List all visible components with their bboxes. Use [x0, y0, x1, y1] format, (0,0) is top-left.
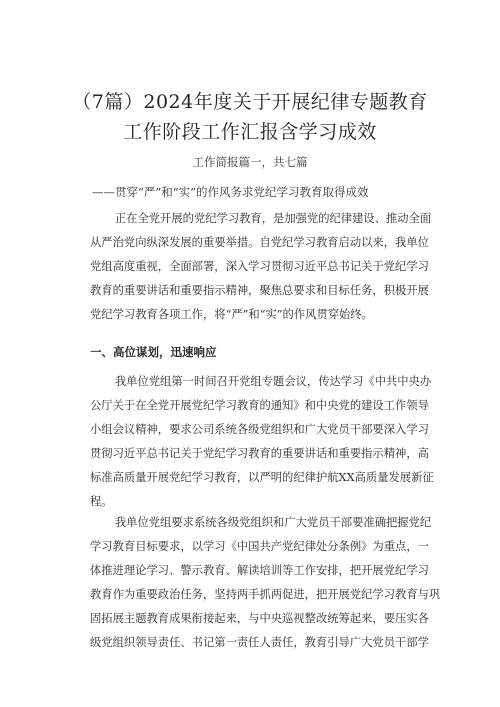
paragraph-line: 党纪学习教育各项工作，将“严”和“实”的作风贯穿始终。	[90, 308, 373, 321]
paragraph-line: 教育的重要讲话和重要指示精神，聚焦总要求和目标任务，积极开展	[90, 284, 429, 297]
paragraph-line: 级党组织领导责任、书记第一责任人责任，教育引导广大党员干部学	[90, 636, 429, 649]
paragraph-line: 党组高度重视，全面部署，深入学习贯彻习近平总书记关于党纪学习	[90, 260, 429, 273]
paragraph-line: 体推进理论学习、警示教育、解读培训等工作安排，把开展党纪学习	[90, 564, 429, 577]
paragraph-line: 小组会议精神，要求公司系统各级党组织和广大党员干部要深入学习	[90, 423, 429, 436]
paragraph-line: 正在全党开展的党纪学习教育，是加强党的纪律建设、推动全面	[114, 212, 432, 225]
report-subheading: ——贯穿“严”和“实”的作风务求党纪学习教育取得成效	[92, 185, 369, 199]
paragraph-line: 标准高质量开展党纪学习教育，以严明的纪律护航XX高质量发展新征	[90, 471, 434, 484]
paragraph-line: 教育作为重要政治任务，坚持两手抓两促进，把开展党纪学习教育与巩	[90, 588, 441, 601]
document-title-line-2: 工作阶段工作汇报含学习成效	[123, 121, 377, 143]
document-title-line-1: （7篇）2024年度关于开展纪律专题教育	[72, 91, 428, 113]
report-subtitle: 工作简报篇一，共七篇	[192, 155, 308, 169]
paragraph-line: 我单位党组第一时间召开党组专题会议，传达学习《中共中央办	[114, 375, 432, 388]
paragraph-line: 我单位党组要求系统各级党组织和广大党员干部要准确把握党纪	[114, 516, 432, 529]
paragraph-3	[90, 511, 441, 655]
paragraph-line: 程。	[90, 495, 113, 508]
paragraph-line: 公厅关于在全党开展党纪学习教育的通知》和中央党的建设工作领导	[90, 399, 429, 412]
paragraph-line: 固拓展主题教育成果衔接起来，与中央巡视整改统筹起来，要压实各	[90, 612, 429, 625]
paragraph-line: 贯彻习近平总书记关于党纪学习教育的重要讲话和重要指示精神，高	[90, 447, 429, 460]
paragraph-2	[90, 370, 434, 514]
paragraph-line: 学习教育目标要求，以学习《中国共产党纪律处分条例》为重点，一	[90, 540, 429, 553]
paragraph-line: 从严治党向纵深发展的重要举措。自党纪学习教育启动以来，我单位	[90, 236, 429, 249]
paragraph-intro	[90, 207, 432, 327]
section-heading: 一、高位谋划，迅速响应	[90, 345, 217, 359]
